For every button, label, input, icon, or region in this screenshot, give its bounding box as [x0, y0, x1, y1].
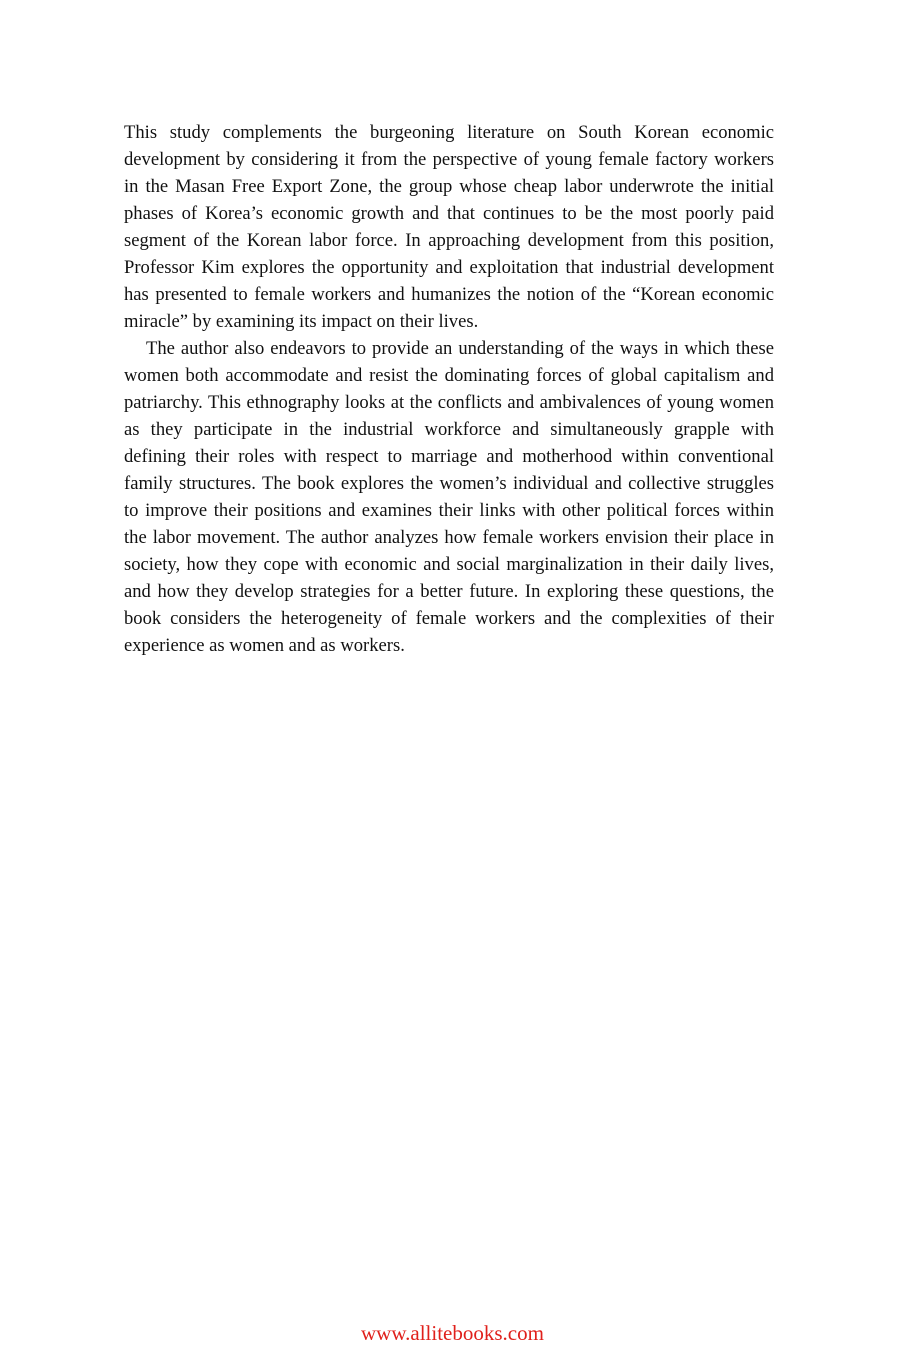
paragraph-1: This study complements the burgeoning literature on South Korean economic development by considering it from the perspective of young female factory workers in the Masan Free Export Zone, the group whose cheap labor underwrote the initial phases of Korea’s economic growth and that continues to be the most poorly paid segment of the Korean labor force. In approaching development from this position, Professor Kim explores the opportunity and exploitation that industrial development has presented to female workers and humanizes the notion of the “Korean economic miracle” by examining its impact on their lives. — [124, 122, 774, 332]
paragraph-2: The author also endeavors to provide an understanding of the ways in which these women both accommodate and resist the dominating forces of global capitalism and patriarchy. This ethnography looks at the conflicts and ambivalences of young women as they participate in the industrial workforce and simultaneously grapple with defining their roles with respect to marriage and motherhood within conventional family structures. The book explores the women’s individual and collective struggles to improve their positions and examines their links with other political forces within the labor movement. The author analyzes how female workers envision their place in society, how they cope with economic and social marginalization in their daily lives, and how they develop strategies for a better future. In exploring these questions, the book considers the heterogeneity of female workers and the complexities of their experience as women and as workers. — [124, 338, 774, 656]
footer-website-link[interactable]: www.allitebooks.com — [361, 1321, 544, 1345]
body-text — [124, 119, 774, 659]
